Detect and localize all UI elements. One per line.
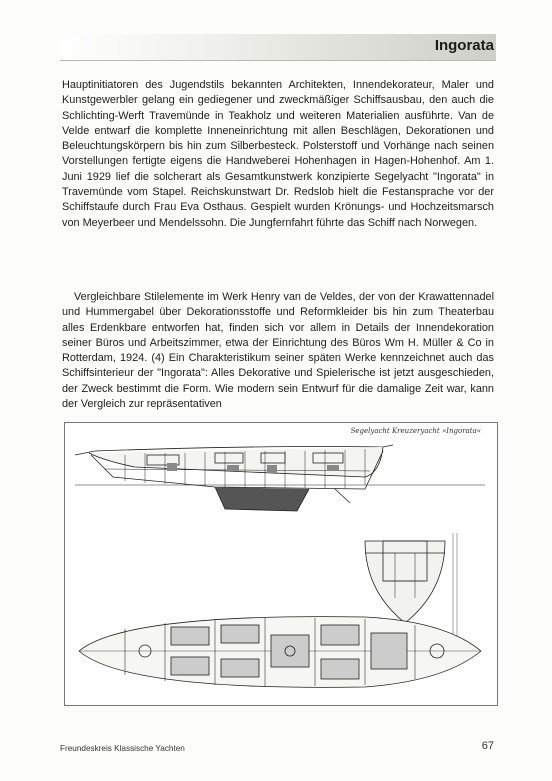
plan-view [79, 617, 481, 688]
footer-publisher: Freundeskreis Klassische Yachten [60, 744, 185, 753]
body-paragraph-1: Hauptinitiatoren des Jugendstils bekannten Architekten, Innendekorateur, Maler und Kunstgewerbler gelang ein gediegener und zweckmäßiger Schiffsausbau, den auch die Schlichting-Werft Travemünde in Teakholz und weiteren Materialien ausführte. Van de Velde entwarf die komplette Inneneinrichtung mit allen Beschlägen, Dekorationen und Beleuchtungskörpern bis hin zum Silberbesteck. Polsterstoff und Vorhänge nach seinen Vorstellungen fertigte eigens die Handweberei Hohenhagen in Hagen-Hohenhof. Am 1. Juni 1929 lief die solcherart als Gesamtkunstwerk konzipierte Segelyacht "Ingorata" in Travemünde vom Stapel. Reichskunstwart Dr. Redslob hielt die Festansprache vor der Schiffstaufe durch Frau Eva Osthaus. Gespielt wurden Krönungs- und Hochzeitsmarsch von Meyerbeer und Mendelssohn. Die Jungfernfahrt führte das Schiff nach Norwegen. [62, 79, 494, 229]
page-title: Ingorata [434, 37, 494, 54]
body-paragraph-2: Vergleichbare Stilelemente im Werk Henry van de Veldes, der von der Krawattennadel und Hummergabel über Dekorationsstoffe und Reformkleider bis hin zum Theaterbau alles Erdenkbare entworfen hat, finden sich vor allem in Details der Innendekoration seiner Büros und Arbeitszimmer, etwa der Einrichtung des Büros Wm H. Müller & Co in Rotterdam, 1924. (4) Ein Charakteristikum seiner späten Werke kennzeichnet auch das Schiffsinterieur der "Ingorata": Alles Dekorative und Spielerische ist jetzt ausgeschieden, der Zweck bestimmt die Form. Wie modern sein Entwurf für die damalige Zeit war, kann der Vergleich zur repräsentativen [62, 291, 494, 411]
header-rule [60, 60, 496, 61]
profile-view [75, 445, 485, 511]
page-number: 67 [481, 740, 494, 752]
yacht-plan-figure [64, 422, 498, 706]
header-band [60, 34, 496, 60]
yacht-plan-drawing [65, 423, 497, 705]
figure-caption: Segelyacht Kreuzeryacht »Ingorata« [350, 427, 481, 435]
